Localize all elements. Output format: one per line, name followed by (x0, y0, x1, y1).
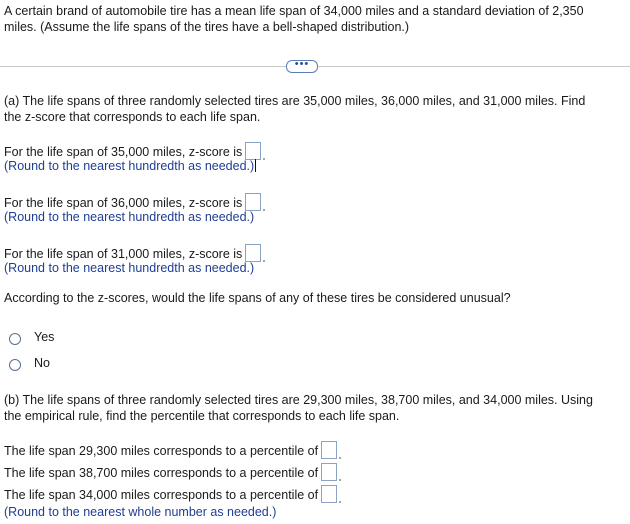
percentile-prompt-1: The life span 29,300 miles corresponds to a percentile of (4, 444, 319, 458)
part-b-question-line-1: (b) The life spans of three randomly selected tires are 29,300 miles, 38,700 miles, and 34,000 miles. Using (4, 393, 593, 407)
part-a-question (4, 93, 626, 125)
percentile-row-1 (4, 441, 337, 459)
percentile-prompt-3: The life span 34,000 miles corresponds to a percentile of (4, 488, 319, 502)
part-b-question-line-2: the empirical rule, find the percentile that corresponds to each life span. (4, 409, 400, 423)
z-score-hint-1: (Round to the nearest hundredth as needed.) (4, 159, 255, 173)
z-score-hint-2: (Round to the nearest hundredth as needed.) (4, 210, 255, 224)
radio-no[interactable] (9, 359, 21, 371)
option-yes-label: Yes (34, 330, 55, 344)
z-score-hint-3: (Round to the nearest hundredth as needed.) (4, 261, 255, 275)
z-score-prompt-2: For the life span of 36,000 miles, z-score is (4, 196, 243, 210)
percentile-prompt-2: The life span 38,700 miles corresponds to a percentile of (4, 466, 319, 480)
radio-yes[interactable] (9, 333, 21, 345)
part-a-question-line-2: the z-score that corresponds to each life span. (4, 110, 261, 124)
percentile-row-3 (4, 485, 337, 503)
intro-line-1: A certain brand of automobile tire has a mean life span of 34,000 miles and a standard deviation of 2,350 (4, 4, 584, 18)
percentile-hint: (Round to the nearest whole number as needed.) (4, 505, 277, 519)
part-a-question-line-1: (a) The life spans of three randomly selected tires are 35,000 miles, 36,000 miles, and 31,000 miles. Find (4, 94, 586, 108)
problem-intro (4, 3, 626, 35)
intro-line-2: miles. (Assume the life spans of the tires have a bell-shaped distribution.) (4, 20, 410, 34)
expand-button[interactable]: ••• (286, 60, 318, 73)
percentile-answer-3[interactable] (321, 485, 337, 503)
percentile-answer-1[interactable] (321, 441, 337, 459)
unusual-question: According to the z-scores, would the life spans of any of these tires be considered unusual? (4, 291, 511, 305)
z-score-row-2 (4, 193, 261, 211)
part-b-question (4, 392, 626, 424)
z-score-answer-1[interactable] (245, 142, 261, 160)
z-score-row-1 (4, 142, 261, 160)
z-score-row-3 (4, 244, 261, 262)
text-cursor (255, 159, 256, 172)
z-score-prompt-3: For the life span of 31,000 miles, z-score is (4, 247, 243, 261)
z-score-hint-1-row (4, 159, 256, 173)
z-score-prompt-1: For the life span of 35,000 miles, z-score is (4, 145, 243, 159)
z-score-answer-2[interactable] (245, 193, 261, 211)
option-no-label: No (34, 356, 50, 370)
percentile-row-2 (4, 463, 337, 481)
percentile-answer-2[interactable] (321, 463, 337, 481)
z-score-answer-3[interactable] (245, 244, 261, 262)
